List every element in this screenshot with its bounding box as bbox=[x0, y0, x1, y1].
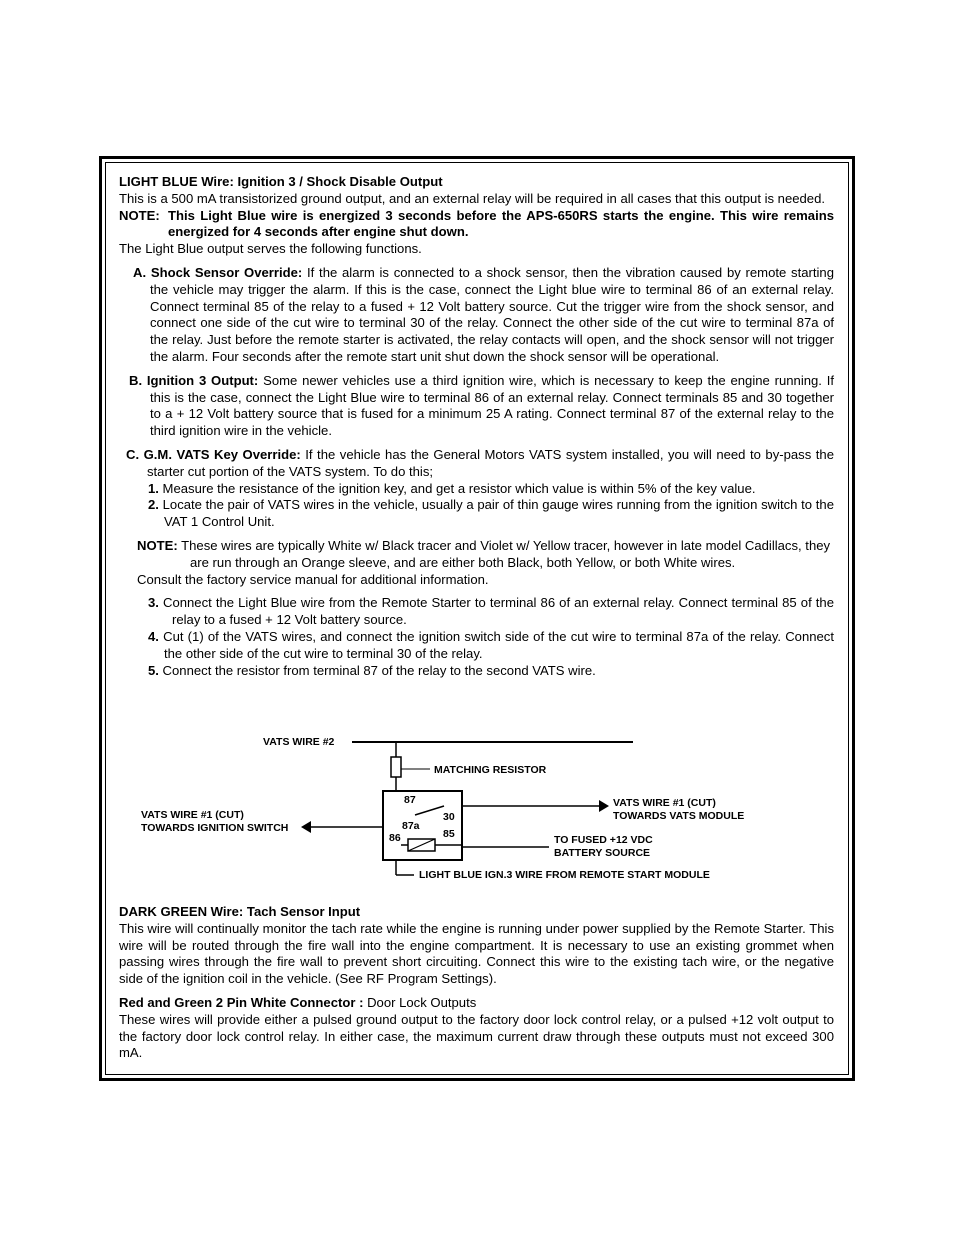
step-text: Connect the Light Blue wire from the Remote Starter to terminal 86 of an external relay. Connect terminal 85 of the relay to a fused + 12 Volt battery source. bbox=[158, 595, 834, 628]
ignition-3-text: Some newer vehicles use a third ignition wire, which is necessary to keep the engine running. If this is the case, connect the Light Blue wire to terminal 86 of an external relay. Connect terminals 85 and 30 together to a + 12 Volt battery source that is fused for a minimum 25 A rating. Connect terminal 87 of the external relay to the third ignition wire in the vehicle. bbox=[150, 372, 834, 439]
note-text: This Light Blue wire is energized 3 seconds before the APS-650RS starts the engine. This wire remains energized for 4 seconds after engine shut down. bbox=[168, 207, 834, 240]
light-blue-note bbox=[119, 208, 834, 242]
ignition-3-label: B. Ignition 3 Output: bbox=[129, 372, 259, 388]
shock-sensor-label: A. Shock Sensor Override: bbox=[133, 264, 303, 280]
vats-step-2 bbox=[119, 497, 834, 531]
vats-note-text: These wires are typically White w/ Black tracer and Violet w/ Yellow tracer, however in late model Cadillacs, they are run through an Orange sleeve, and are either both Black, both Yellow, or both White wires. bbox=[177, 537, 831, 570]
vats-label: C. G.M. VATS Key Override: bbox=[126, 446, 301, 462]
relay-wiring-diagram bbox=[119, 728, 834, 888]
dark-green-text: This wire will continually monitor the tach rate while the engine is running under power supplied by the Remote Starter. This wire will be routed through the fire wall into the engine compartment. It is necessary to use an existing grommet when passing wires through the fire wall to prevent short circuiting. Connect this wire to the existing tach wire, or the negative side of the ignition coil in the vehicle. (See RF Program Settings). bbox=[119, 920, 834, 987]
note-label: NOTE: bbox=[119, 207, 160, 223]
door-lock-heading-line bbox=[119, 995, 834, 1012]
resistor-icon bbox=[391, 757, 401, 777]
battery-label-1: TO FUSED +12 VDC bbox=[554, 834, 653, 846]
vats-step-3 bbox=[119, 595, 834, 629]
step-text: Measure the resistance of the ignition key, and get a resistor which value is within 5% of the key value. bbox=[158, 480, 756, 496]
light-blue-section bbox=[119, 174, 834, 679]
light-blue-heading: LIGHT BLUE Wire: Ignition 3 / Shock Disable Output bbox=[119, 174, 443, 189]
step-number: 3. bbox=[148, 595, 159, 611]
door-lock-heading: Red and Green 2 Pin White Connector : bbox=[119, 994, 364, 1010]
step-text: Locate the pair of VATS wires in the vehicle, usually a pair of thin gauge wires running from the ignition switch to the VAT 1 Control Unit. bbox=[158, 497, 834, 530]
step-number: 2. bbox=[148, 497, 159, 513]
terminal-86: 86 bbox=[389, 832, 401, 844]
vats-text: If the vehicle has the General Motors VATS system installed, you will need to by-pass the starter cut portion of the VATS system. To do this; bbox=[147, 446, 834, 479]
vats-step-5 bbox=[119, 663, 834, 680]
terminal-85: 85 bbox=[443, 828, 455, 840]
vats-wire-1-left-label-2: TOWARDS IGNITION SWITCH bbox=[141, 822, 289, 834]
vats-wire-2-label: VATS WIRE #2 bbox=[263, 736, 335, 748]
vats-note-label: NOTE: bbox=[137, 537, 178, 553]
vats-wire-1-right-label-2: TOWARDS VATS MODULE bbox=[613, 810, 745, 822]
ignition-3-output bbox=[119, 373, 834, 440]
step-number: 4. bbox=[148, 628, 159, 644]
terminal-87a: 87a bbox=[402, 820, 420, 832]
step-number: 5. bbox=[148, 662, 159, 678]
vats-note bbox=[119, 538, 834, 588]
vats-note-body bbox=[137, 538, 834, 572]
shock-sensor-override bbox=[119, 265, 834, 366]
step-text: Cut (1) of the VATS wires, and connect the ignition switch side of the cut wire to terminal 87a of the relay. Connect the other side of the cut wire to terminal 30 of the relay. bbox=[158, 628, 834, 661]
vats-step-1 bbox=[119, 481, 834, 498]
lower-sections bbox=[119, 904, 834, 1062]
battery-label-2: BATTERY SOURCE bbox=[554, 847, 651, 859]
vats-key-override bbox=[119, 447, 834, 481]
door-lock-heading-tail: Door Lock Outputs bbox=[363, 994, 477, 1010]
step-number: 1. bbox=[148, 480, 159, 496]
door-lock-text: These wires will provide either a pulsed ground output to the factory door lock control relay, or a pulsed +12 volt output to the factory door lock control relay. In either case, the maximum current draw through these outputs must not exceed 300 mA. bbox=[119, 1011, 834, 1061]
vats-note-tail: Consult the factory service manual for additional information. bbox=[137, 571, 489, 587]
dark-green-heading: DARK GREEN Wire: Tach Sensor Input bbox=[119, 904, 361, 919]
vats-wire-1-left-label-1: VATS WIRE #1 (CUT) bbox=[141, 809, 244, 821]
resistor-label: MATCHING RESISTOR bbox=[434, 764, 547, 776]
vats-wire-1-right-label-1: VATS WIRE #1 (CUT) bbox=[613, 797, 716, 809]
terminal-87: 87 bbox=[404, 794, 416, 806]
arrow-left-icon bbox=[301, 821, 311, 833]
ign3-label: LIGHT BLUE IGN.3 WIRE FROM REMOTE START MODULE bbox=[419, 869, 710, 881]
shock-sensor-text: If the alarm is connected to a shock sensor, then the vibration caused by remote starting the vehicle may trigger the alarm. If this is the case, connect the Light blue wire to terminal 86 of an external relay. Connect terminal 85 of the relay to a fused + 12 Volt battery source. Cut the trigger wire from the shock sensor, and connect one side of the cut wire to terminal 30 of the relay. Connect the other side of the cut wire to terminal 87a of the relay. Just before the remote starter is activated, the relay contacts will open, and the shock sensor will not trigger the alarm. Four seconds after the remote start unit shut down the shock sensor will be operational. bbox=[150, 264, 834, 364]
terminal-30: 30 bbox=[443, 811, 455, 823]
functions-intro: The Light Blue output serves the following functions. bbox=[119, 241, 422, 257]
light-blue-intro: This is a 500 mA transistorized ground output, and an external relay will be required in all cases that this output is needed. bbox=[119, 190, 826, 206]
arrow-right-icon bbox=[599, 800, 609, 812]
vats-step-4 bbox=[119, 629, 834, 663]
step-text: Connect the resistor from terminal 87 of the relay to the second VATS wire. bbox=[158, 662, 596, 678]
